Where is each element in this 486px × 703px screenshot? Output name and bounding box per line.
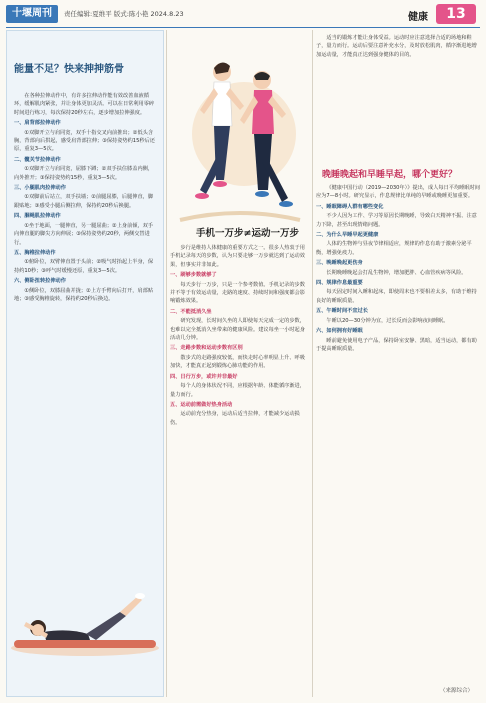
sidebar-article-title: 能量不足？快来抻抻筋骨 bbox=[14, 64, 124, 75]
sleep-paragraph: 长期晚睡晚起会打乱生物钟，增加肥胖、心血管疾病等风险。 bbox=[326, 269, 467, 276]
sleep-heading: 二、为什么早睡早起更健康 bbox=[316, 232, 379, 239]
main-paragraph: 散步式的走路强度较低，而快走时心率明显上升、呼吸加快，才能真正起到锻炼心肺功能的作用。 bbox=[170, 354, 305, 370]
sleep-paragraph: 每天固定时间入睡和起床，即使周末也不要相差太多，有助于维持良好的睡眠质量。 bbox=[316, 289, 477, 304]
column-divider bbox=[166, 30, 167, 697]
main-article-title: 手机一万步≠运动一万步 bbox=[196, 228, 299, 239]
sleep-heading: 一、睡眠障碍人群有哪些变化 bbox=[316, 203, 384, 210]
sleep-article-body bbox=[316, 184, 480, 354]
main-article-body bbox=[170, 244, 308, 428]
section-name: 健康 bbox=[408, 12, 428, 23]
main-paragraph: 运动前充分热身，运动后适当拉伸，才能减少运动损伤。 bbox=[170, 411, 300, 426]
running-couple-illustration bbox=[170, 30, 310, 230]
main-heading: 五、运动前需做好热身活动 bbox=[170, 401, 233, 408]
sidebar-intro: 在各种拉伸动作中，有许多拉伸动作能有效改善血液循环，缓解肌肉紧张，并让身体更加灵活。可以在日常利用零碎时间进行练习，每次保持20秒左右，逐步增加拉伸强度。 bbox=[14, 93, 155, 116]
sleep-paragraph: 不少人因为工作、学习等原因长期晚睡，导致白天精神不振、注意力下降，甚至出现情绪问题。 bbox=[316, 213, 477, 228]
header-divider bbox=[6, 27, 480, 28]
sleep-heading: 四、规律作息最重要 bbox=[316, 280, 363, 287]
sidebar-heading: 三、小腿肌肉拉伸动作 bbox=[14, 185, 66, 192]
right-column-continuation bbox=[316, 34, 480, 60]
sidebar-paragraph: ①坐于地面，一腿伸直，另一腿屈曲；②上身前倾，双手向伸直腿的脚尖方向伸展；③保持姿势约20秒，两侧交替进行。 bbox=[14, 222, 154, 246]
article-source: （来源综合） bbox=[440, 688, 474, 694]
sleep-paragraph: 人体的生物钟与昼夜节律相适应，规律的作息有助于激素分泌平衡，增强免疫力。 bbox=[316, 241, 472, 256]
stretching-illustration bbox=[8, 582, 162, 662]
sidebar-heading: 四、腘绳肌拉伸动作 bbox=[14, 213, 61, 220]
main-heading: 四、日行万步，或许并非最好 bbox=[170, 373, 238, 380]
sleep-paragraph: 睡前避免使用电子产品，保持卧室安静、黑暗，适当运动，都有助于提高睡眠质量。 bbox=[316, 337, 477, 352]
sidebar-heading: 一、肩背部拉伸动作 bbox=[14, 120, 61, 127]
sleep-heading: 六、如何拥有好睡眠 bbox=[316, 328, 363, 335]
main-intro: 步行是维持人体健康的重要方式之一。很多人热衷于用手机记录每天的步数，认为只要走够一万步就达到了运动效果，但事实并非如此。 bbox=[170, 245, 305, 268]
sidebar-paragraph: ①双脚开立与肩同宽，双手十指交叉向前推出；②低头含胸，背部向后拱起，感受肩背部拉伸；③保持姿势约15秒后还原，重复3—5次。 bbox=[14, 129, 155, 153]
main-heading: 三、走路步数和运动步数有区别 bbox=[170, 345, 243, 352]
editor-info: 责任编辑:夏维平 版式:陈小艳 2024.8.23 bbox=[64, 10, 184, 18]
newspaper-logo: 十堰周刊 bbox=[6, 5, 58, 23]
sidebar-paragraph: ①俯卧位，双臂伸直置于头前；②吸气时抬起上半身，保持约10秒；③呼气时缓慢还原，重复3—5次。 bbox=[14, 259, 154, 274]
page-number: 13 bbox=[436, 4, 476, 24]
main-paragraph: 每天步行一万步，只是一个参考数值。手机记录的步数并不等于有效运动量，走路的速度、持续时间和强度都会影响锻炼效果。 bbox=[170, 281, 305, 305]
column-divider bbox=[312, 30, 313, 697]
main-heading: 一、刷够步数就够了 bbox=[170, 272, 217, 279]
sidebar-heading: 二、髋关节拉伸动作 bbox=[14, 156, 61, 163]
page-header bbox=[0, 0, 486, 28]
sidebar-heading: 五、胸椎拉伸动作 bbox=[14, 249, 56, 256]
sleep-article-title: 晚睡晚起和早睡早起，哪个更好？ bbox=[322, 170, 458, 180]
sidebar-heading: 六、侧卧扭转拉伸动作 bbox=[14, 278, 66, 285]
sidebar-article-body bbox=[14, 92, 156, 304]
sleep-paragraph: 午睡以20—30分钟为宜，过长反而会影响夜间睡眠。 bbox=[326, 317, 449, 324]
sidebar-paragraph: ①侧卧位，双膝屈曲并拢；②上方手臂向后打开，肩部贴地；③感受胸椎旋转，保持约20秒后换边。 bbox=[14, 287, 154, 302]
sleep-heading: 三、晚睡晚起更伤身 bbox=[316, 260, 363, 267]
continuation-paragraph: 适当的锻炼才能让身体受益。运动时应注意选择合适的场地和鞋子，量力而行。运动后要注意补充水分，及时放松肌肉，循序渐进地增加运动量，才能真正达到强身健体的目的。 bbox=[316, 35, 477, 58]
main-paragraph: 研究发现，长时间久坐的人即使每天完成一定的步数，也难以完全抵消久坐带来的健康风险。建议每坐一小时起身活动几分钟。 bbox=[170, 318, 305, 342]
main-paragraph: 每个人的身体状况不同，应根据年龄、体能循序渐进，量力而行。 bbox=[170, 383, 305, 398]
sidebar-paragraph: ①双脚开立与肩同宽，屈膝下蹲；②双手扶住膝盖内侧，向外推开；③保持姿势约15秒，重复3—5次。 bbox=[14, 166, 154, 181]
main-heading: 二、不能抵消久坐 bbox=[170, 308, 212, 315]
sleep-intro: 《健康中国行动（2019—2030年）》提出，成人每日平均睡眠时间应为7—8小时。研究显示，作息规律比单纯的早睡或晚睡更加重要。 bbox=[316, 185, 480, 200]
sleep-heading: 五、午睡时间不宜过长 bbox=[316, 308, 368, 315]
sidebar-paragraph: ①双脚前后站立，双手扶墙；②前腿屈膝，后腿伸直，脚跟贴地；③感受小腿后侧拉伸，保持约20秒后换腿。 bbox=[14, 194, 154, 209]
